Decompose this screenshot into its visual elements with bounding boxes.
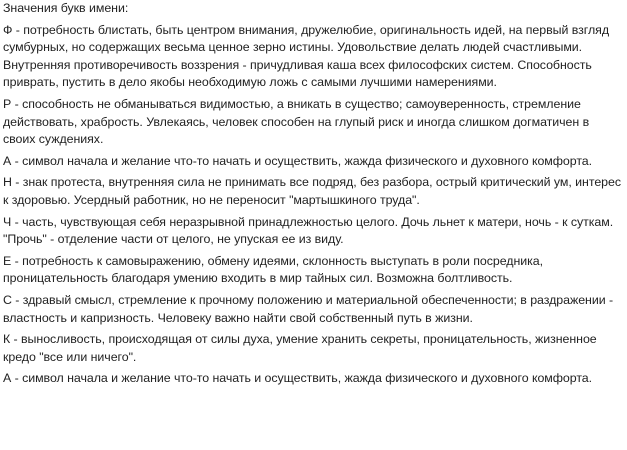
letter-entry-ch: Ч - часть, чувствующая себя неразрывной принадлежностью целого. Дочь льнет к матери, ночь - к суткам. "Прочь" - отделение части от целого, не упуская ее из виду. [3,214,614,247]
letter-entry-a: А - символ начала и желание что-то начать и осуществить, жажда физического и духовного комфорта. [3,153,593,168]
letter-entry-k: К - выносливость, происходящая от силы духа, умение хранить секреты, проницательность, жизненное кредо "все или ничего". [3,332,597,364]
letter-entry-e: Е - потребность к самовыражению, обмену идеями, склонность выступать в роли посредника, проницательность благодаря умению входить в мир тайных сил. Возможна болтливость. [3,253,544,286]
letter-entry-n: Н - знак протеста, внутренняя сила не принимать все подряд, без разбора, острый критический ум, интерес к здоровью. Усердный работник, но не переносит "мартышкиного труда". [3,175,621,207]
letter-entry-s: С - здравый смысл, стремление к прочному положению и материальной обеспеченности; в раздражении - властность и капризность. Человеку важно найти свой собственный путь в жизни. [3,292,614,325]
letter-entry-a-final: А - символ начала и желание что-то начать и осуществить, жажда физического и духовного комфорта. [3,371,593,386]
page-heading: Значения букв имени: [3,1,129,15]
letter-entry-f: Ф - потребность блистать, быть центром внимания, дружелюбие, оригинальность идей, на первый взгляд сумбурных, но содержащих весьма ценное зерно истины. Удовольствие делать людей счастливыми. Внутренняя противоречивость воззрения - причудливая каша всех философских систем. Способность приврать, пустить в дело якобы необходимую ложь с самыми лучшими намерениями. [3,22,610,90]
letter-entry-r: Р - способность не обманываться видимостью, а вникать в существо; самоуверенность, стремление действовать, храбрость. Увлекаясь, человек способен на глупый риск и иногда слишком догматичен в своих суждениях. [3,96,590,147]
